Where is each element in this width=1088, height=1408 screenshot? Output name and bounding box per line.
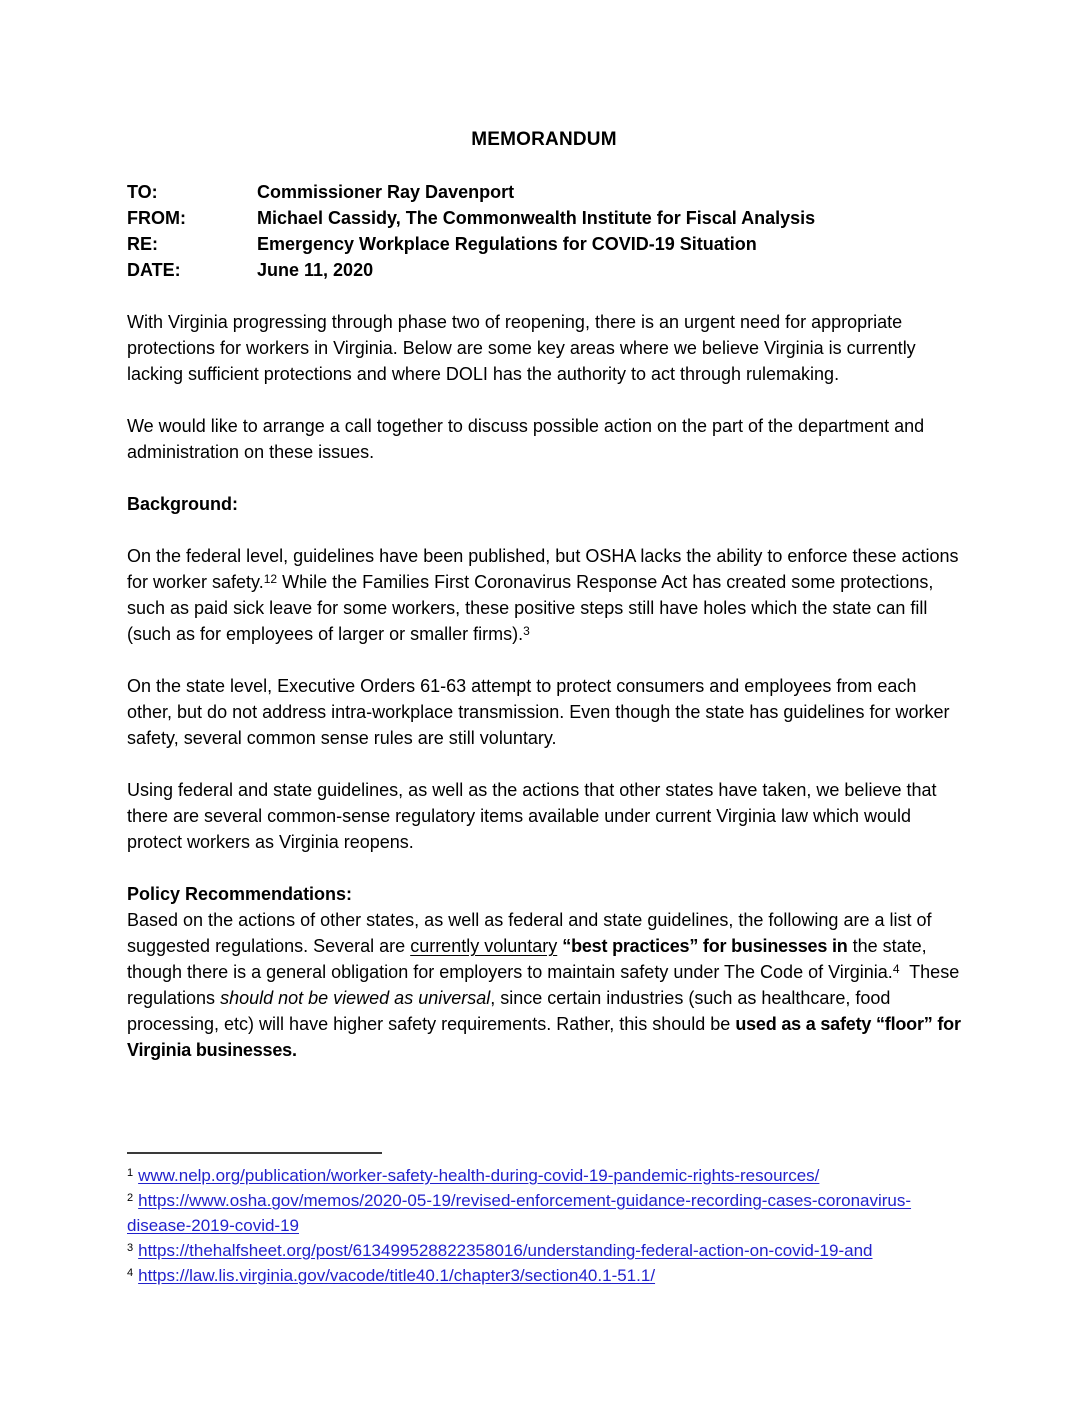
background-paragraph-2: On the state level, Executive Orders 61-63 attempt to protect consumers and employees from each other, but do not address intra-workplace transmission. Even though the state has guidelines for worker safety, several common sense rules are still voluntary.	[127, 676, 950, 748]
footnote-number-4: 4	[127, 1267, 134, 1280]
footnote-link-2[interactable]: https://www.osha.gov/memos/2020-05-19/revised-enforcement-guidance-recording-cases-coronavirus-disease-2019-covid-19	[127, 1191, 912, 1235]
footnote-item-2	[127, 1188, 961, 1238]
footnotes-section	[127, 1152, 961, 1288]
section-heading-background: Background:	[127, 494, 239, 514]
footnote-number-2: 2	[127, 1192, 134, 1205]
policy-paragraph-1: Based on the actions of other states, as well as federal and state guidelines, the following are a list of suggested regulations. Several are currently voluntary “best practices” for businesses in the state, though there is a general obligation for employers to maintain safety under The Code of Virginia.$^4$ These regulations should not be viewed as universal, since certain industries (such as healthcare, food processing, etc) will have higher safety requirements. Rather, this should be used as a safety “floor” for Virginia businesses.	[127, 910, 961, 1060]
memo-header-block	[127, 179, 961, 283]
memo-body	[127, 309, 961, 1063]
footnote-link-1[interactable]: www.nelp.org/publication/worker-safety-health-during-covid-19-pandemic-rights-resources/	[138, 1166, 820, 1185]
background-paragraph-1: On the federal level, guidelines have been published, but OSHA lacks the ability to enforce these actions for worker safety.$^{12}$ While the Families First Coronavirus Response Act has created some protections, such as paid sick leave for some workers, these positive steps still have holes which the state can fill (such as for employees of larger or smaller firms).$^3$	[127, 546, 959, 644]
intro-paragraph-1: With Virginia progressing through phase two of reopening, there is an urgent need for appropriate protections for workers in Virginia. Below are some key areas where we believe Virginia is currently lacking sufficient protections and where DOLI has the authority to act through rulemaking.	[127, 312, 916, 384]
memo-header-value-from: Michael Cassidy, The Commonwealth Institute for Fiscal Analysis	[257, 208, 816, 228]
memo-title: MEMORANDUM	[471, 129, 617, 150]
memo-header-row-date	[127, 257, 961, 283]
memo-header-value-re: Emergency Workplace Regulations for COVID-19 Situation	[257, 234, 757, 254]
memo-header-label-from: FROM:	[127, 208, 186, 228]
footnote-item-4	[127, 1263, 961, 1288]
footnote-separator	[127, 1152, 382, 1154]
footnote-number-1: 1	[127, 1167, 134, 1180]
background-paragraph-3: Using federal and state guidelines, as well as the actions that other states have taken, we believe that there are several common-sense regulatory items available under current Virginia law which would protect workers as Virginia reopens.	[127, 780, 937, 852]
footnote-link-3[interactable]: https://thehalfsheet.org/post/613499528822358016/understanding-federal-action-on-covid-19-and	[138, 1241, 873, 1260]
memo-header-label-to: TO:	[127, 182, 158, 202]
memo-header-value-to: Commissioner Ray Davenport	[257, 182, 515, 202]
memo-header-row-re	[127, 231, 961, 257]
intro-paragraph-2: We would like to arrange a call together to discuss possible action on the part of the department and administration on these issues.	[127, 416, 925, 462]
memo-header-value-date: June 11, 2020	[257, 260, 374, 280]
footnote-number-3: 3	[127, 1242, 134, 1255]
memo-header-label-re: RE:	[127, 234, 158, 254]
memo-header-label-date: DATE:	[127, 260, 181, 280]
footnote-item-3	[127, 1238, 961, 1263]
footnote-item-1	[127, 1163, 961, 1188]
footnote-link-4[interactable]: https://law.lis.virginia.gov/vacode/title40.1/chapter3/section40.1-51.1/	[138, 1266, 656, 1285]
memo-header-row-from	[127, 205, 961, 231]
memo-header-row-to	[127, 179, 961, 205]
section-heading-policy-recommendations: Policy Recommendations:	[127, 884, 353, 904]
